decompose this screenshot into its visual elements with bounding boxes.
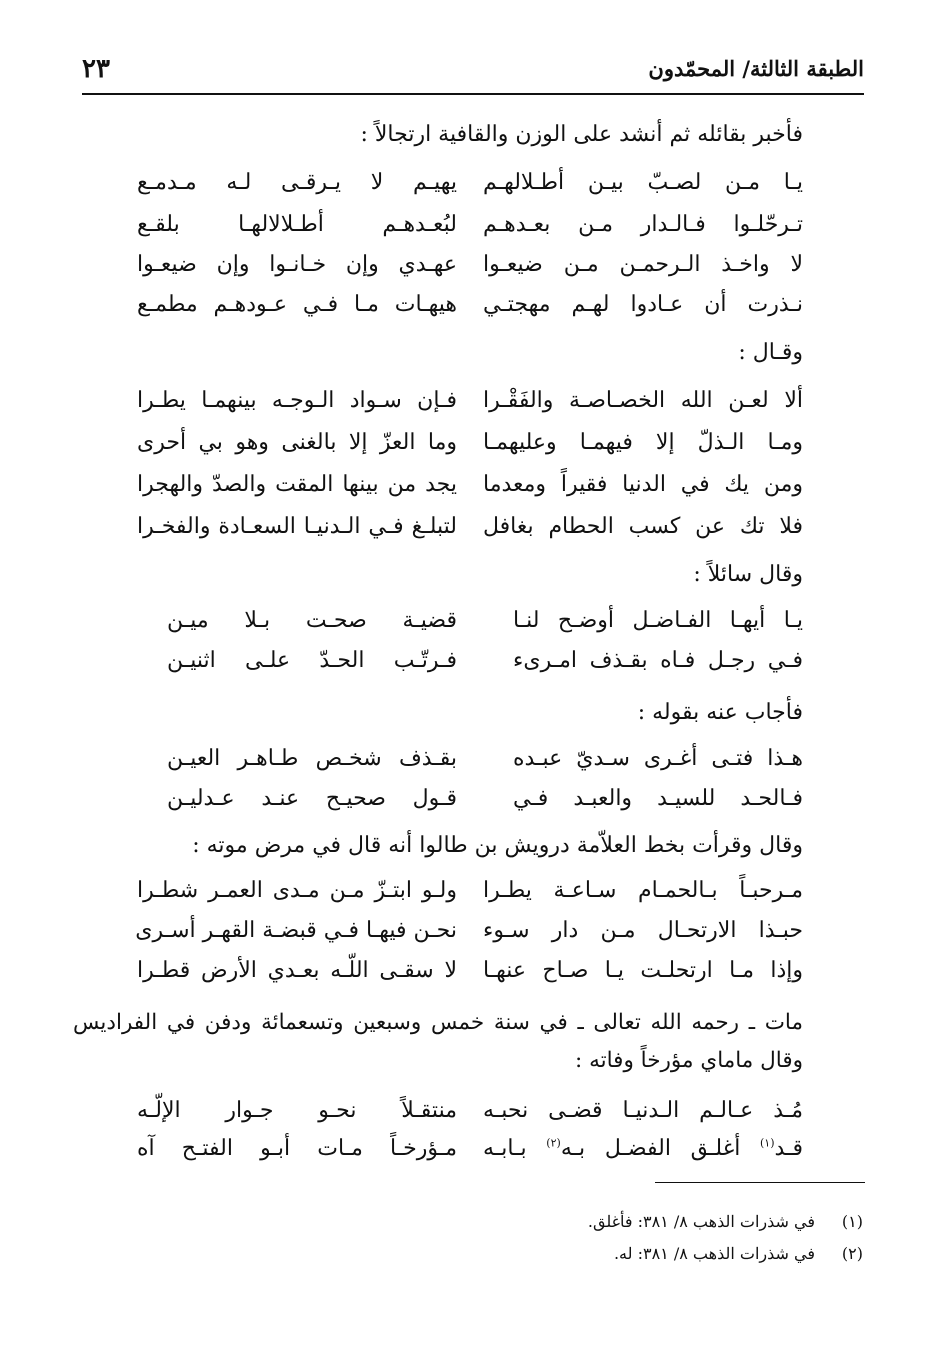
second-hemistich: عهـدي وإن خـانـوا وإن ضيعـوا (137, 252, 457, 277)
second-hemistich: لا سقـى اللّـه بعـدي الأرض قطـرا (137, 958, 457, 983)
footnote-marker[interactable]: (٢) (546, 1136, 561, 1150)
first-hemistich: نـذرت أن عـادوا لهـم مهجتـي (483, 292, 803, 317)
verse-line (137, 648, 803, 688)
first-hemistich: قـد$^{(١)}$ أغلـق الفضـل بـه$^{(٢)}$ بـابـه (483, 1136, 803, 1161)
verse-line (137, 170, 803, 210)
verse-line (137, 1098, 803, 1138)
second-hemistich: فـإن سـواد الـوجـه بينهمـا يطـرا (137, 388, 457, 413)
footnote (614, 1244, 863, 1263)
verse-line (137, 786, 803, 826)
prose-line: فأجاب عنه بقوله : (637, 700, 803, 725)
verse-line (137, 388, 803, 428)
verse-line (137, 472, 803, 512)
second-hemistich: هيهـات مـا فـي عـودهـم مطمـع (137, 292, 457, 317)
first-hemistich: مـرحبـاً بـالحمـام سـاعـة يطـرا (483, 878, 803, 903)
verse-line (137, 514, 803, 554)
prose-line: فأخبر بقائله ثم أنشد على الوزن والقافية ارتجالاً : (360, 122, 803, 147)
second-hemistich: قضيـة صحـت بـلا ميـن (167, 608, 457, 633)
verse-line (137, 292, 803, 332)
first-hemistich: فـي رجـل فـاه بقـذف امـرىء (513, 648, 803, 673)
first-hemistich: فـالحـد للسيـد والعبـد فـي (513, 786, 803, 811)
verse-line (137, 878, 803, 918)
first-hemistich: هـذا فتـى أغـرى سـديّ عبـده (513, 746, 803, 771)
footnote-rule (655, 1182, 865, 1183)
second-hemistich: وما العزّ إلا بالغنى وهو بي أحرى (137, 430, 457, 455)
first-hemistich: ومـا الـذلّ إلا فيهمـا وعليهمـا (483, 430, 803, 455)
second-hemistich: فـرتّـب الحـدّ علـى اثنيـن (167, 648, 457, 673)
second-hemistich: يهيـم لا يـرقـى لـه مـدمـع (137, 170, 457, 195)
verse-line (137, 746, 803, 786)
second-hemistich: نحـن فيهـا فـي قبضـة القهـر أسـرى (135, 918, 457, 943)
footnote-number: (١) (841, 1212, 863, 1231)
second-hemistich: قـول صحيـح عنـد عـدليـن (167, 786, 457, 811)
second-hemistich: لتبلـغ فـي الـدنيـا السعـادة والفخـرا (137, 514, 457, 539)
verse-line (137, 918, 803, 958)
prose-line: وقال وقرأت بخط العلاّمة درويش بن طالوا أنه قال في مرض موته : (192, 833, 803, 858)
verse-line (137, 958, 803, 998)
second-hemistich: يجد من بينها المقت والصدّ والهجرا (137, 472, 457, 497)
footnote-text: في شذرات الذهب ٨/ ٣٨١: له. (613, 1244, 815, 1263)
first-hemistich: فلا تك عن كسب الحطام بغافل (483, 514, 803, 539)
first-hemistich: ومن يك في الدنيا فقيراً ومعدما (483, 472, 803, 497)
first-hemistich: وإذا مـا ارتحلـت يـا صـاح عنهـا (483, 958, 803, 983)
verse-line (137, 608, 803, 648)
second-hemistich: بقـذف شخـص طـاهـر العيـن (167, 746, 457, 771)
first-hemistich: حبـذا الارتحـال مـن دار سـوء (483, 918, 803, 943)
second-hemistich: مـؤرخـاً مـات أبـو الفتـح آه (137, 1136, 457, 1161)
first-hemistich: يـا أيهـا الفـاضـل أوضـح لنـا (513, 608, 803, 633)
second-hemistich: منتقـلاً نحـو جـوار الإلّـه (137, 1098, 457, 1123)
first-hemistich: يـا مـن لصـبّ بيـن أطـلالهـم (483, 170, 803, 195)
verse-line (137, 1136, 803, 1176)
footnote-number: (٢) (841, 1244, 863, 1263)
verse-line (137, 212, 803, 252)
page-number: ٢٣ (82, 54, 110, 84)
second-hemistich: ولـو ابتـزّ مـن مـدى العمـر شطـرا (137, 878, 457, 903)
header-rule (82, 93, 864, 95)
footnote (588, 1212, 863, 1231)
footnote-marker[interactable]: (١) (759, 1136, 775, 1150)
prose-paragraph: مات ـ رحمه الله تعالى ـ في سنة خمس وسبعين وتسعمائة ودفن في الفراديس وقال ماماي مؤرخاً وفاته : (73, 1010, 803, 1073)
footnote-text: في شذرات الذهب ٨/ ٣٨١: فأغلق. (587, 1212, 815, 1231)
prose-line: وقـال : (738, 340, 803, 365)
second-hemistich: لبُعـدهـم أطـلالالهـا بلقـع (137, 212, 457, 237)
verse-line (137, 252, 803, 292)
first-hemistich: تـرحّلـوا فـالـدار مـن بعـدهـم (483, 212, 803, 237)
running-title: الطبقة الثالثة/ المحمّدون (648, 56, 864, 81)
first-hemistich: مُـذ عـالـم الـدنيـا قضـى نحبـه (483, 1098, 803, 1123)
prose-line: وقال سائلاً : (693, 562, 803, 587)
page-header (82, 54, 864, 90)
first-hemistich: ألا لعـن الله الخصـاصـة والفَقْـرا (483, 388, 803, 413)
verse-line (137, 430, 803, 470)
first-hemistich: لا واخـذ الـرحمـن مـن ضيعـوا (483, 252, 803, 277)
